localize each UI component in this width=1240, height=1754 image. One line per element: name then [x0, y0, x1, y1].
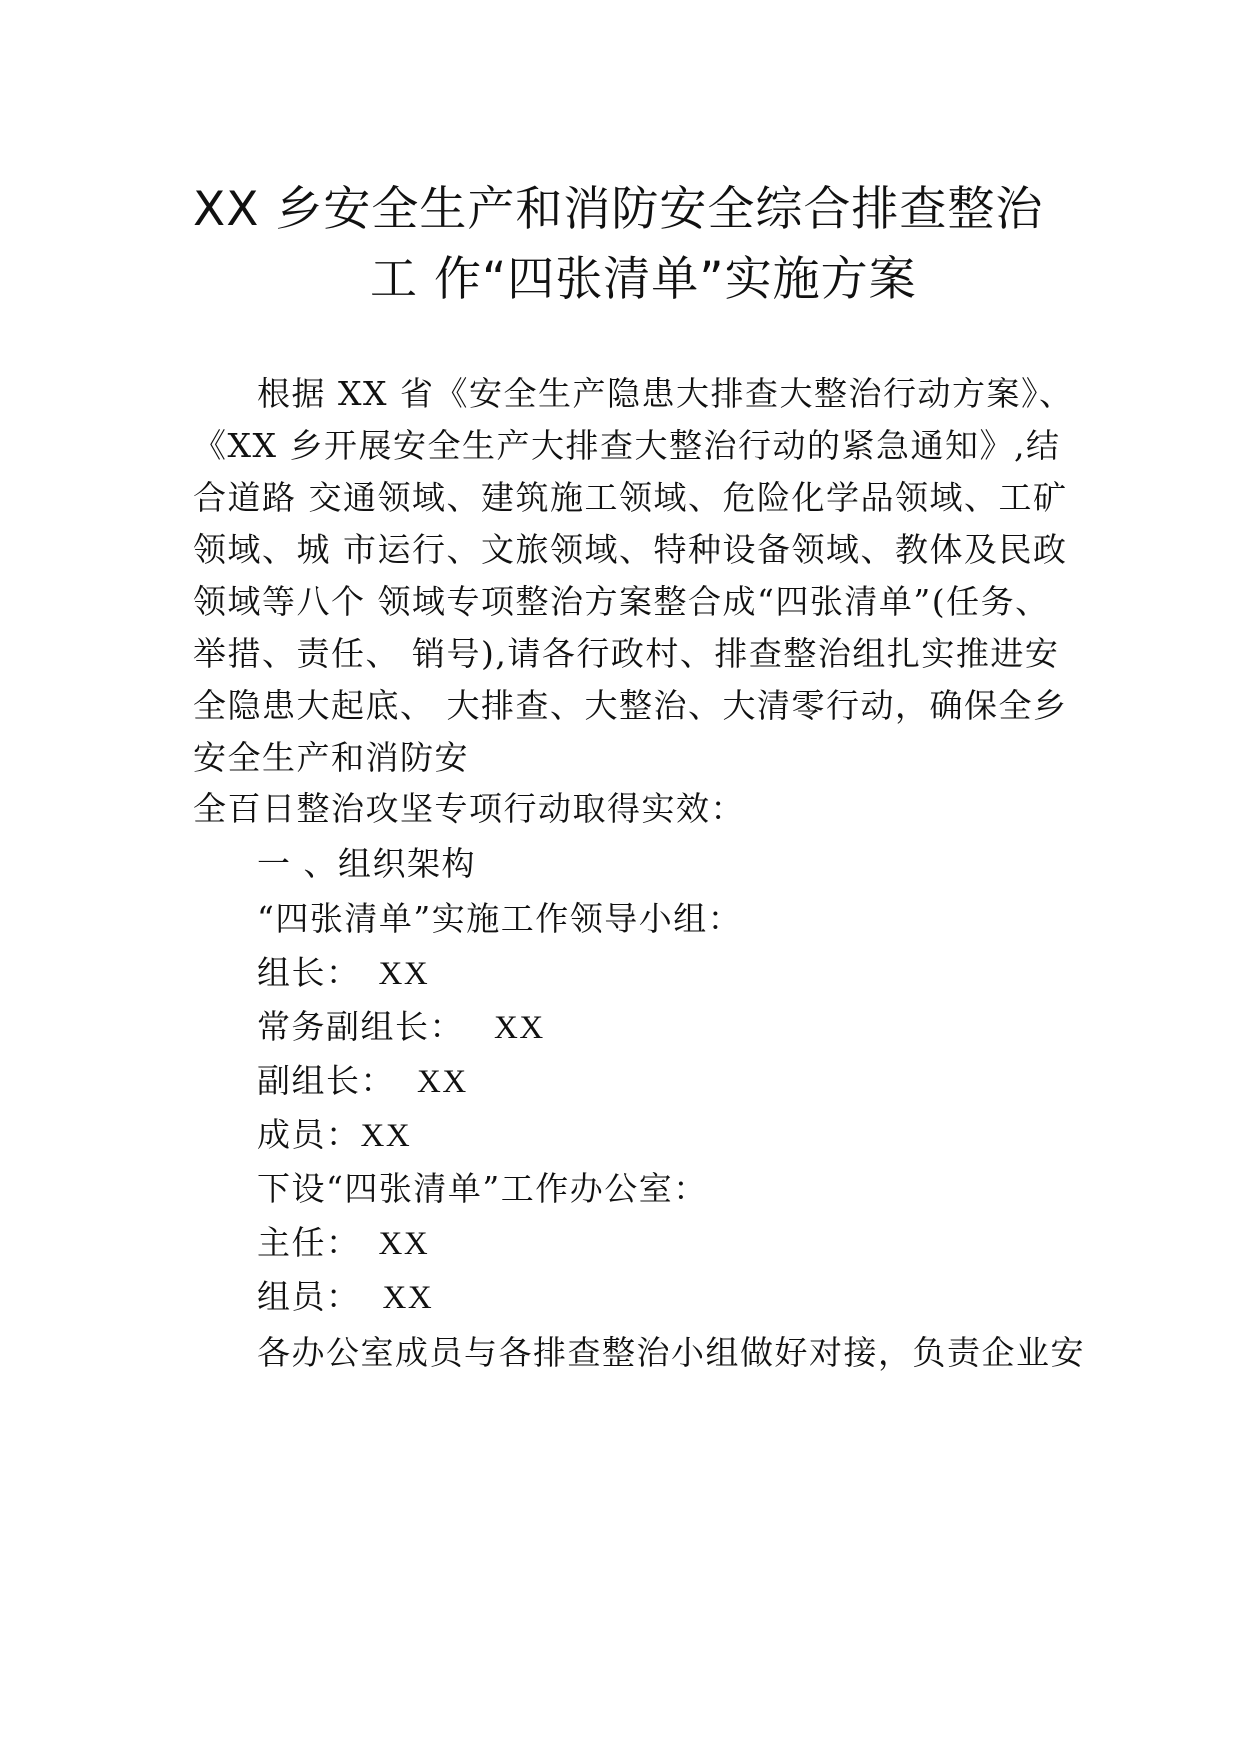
leader-label: 组长：: [257, 953, 361, 992]
section-heading: 一 、组织架构: [257, 844, 476, 883]
deputy-label: 副组长：: [257, 1061, 395, 1100]
intro-line: 《XX 乡开展安全生产大排查大整治行动的紧急通知》,结: [193, 426, 1061, 465]
exec-deputy-row: [257, 1001, 1137, 1048]
members-value: XX: [360, 1118, 412, 1154]
members-label: 成员：: [257, 1115, 361, 1154]
office-title: 下设“四张清单”工作办公室：: [257, 1169, 708, 1208]
intro-line: 领域等八个 领域专项整治方案整合成“四张清单”(任务、: [193, 582, 1050, 621]
members-row: [257, 1109, 1137, 1156]
deputy-row: [257, 1055, 1137, 1102]
intro-line: 全隐患大起底、 大排查、大整治、大清零行动，确保全乡: [193, 686, 1068, 725]
deputy-value: XX: [417, 1064, 468, 1100]
director-value: XX: [378, 1226, 430, 1262]
intro-line: 全百日整治攻坚专项行动取得实效：: [193, 789, 745, 828]
office-members-label: 组员：: [257, 1277, 361, 1316]
intro-line: 举措、责任、 销号),请各行政村、排查整治组扎实推进安: [193, 634, 1060, 673]
intro-line: 根据 XX 省《安全生产隐患大排查大整治行动方案》、: [257, 374, 1074, 413]
office-members-row: [257, 1271, 1137, 1318]
exec-deputy-value: XX: [494, 1010, 545, 1046]
document-title-line-2: 工 作“四张清单”实施方案: [370, 252, 917, 307]
leading-group-title: “四张清单”实施工作领导小组：: [257, 899, 743, 938]
exec-deputy-label: 常务副组长：: [257, 1007, 464, 1046]
body-line: 各办公室成员与各排查整治小组做好对接，负责企业安: [257, 1333, 1085, 1372]
office-members-value: XX: [382, 1280, 434, 1316]
leader-value: XX: [378, 956, 430, 992]
director-row: [257, 1217, 1137, 1264]
intro-line: 合道路 交通领域、建筑施工领域、危险化学品领域、工矿: [193, 478, 1068, 517]
intro-line: 安全生产和消防安: [193, 738, 469, 777]
leader-row: [257, 947, 1137, 994]
intro-line: 领域、城 市运行、文旅领域、特种设备领域、教体及民政: [193, 530, 1068, 569]
director-label: 主任：: [257, 1223, 361, 1262]
document-title-line-1: XX 乡安全生产和消防安全综合排查整治: [193, 182, 1044, 237]
